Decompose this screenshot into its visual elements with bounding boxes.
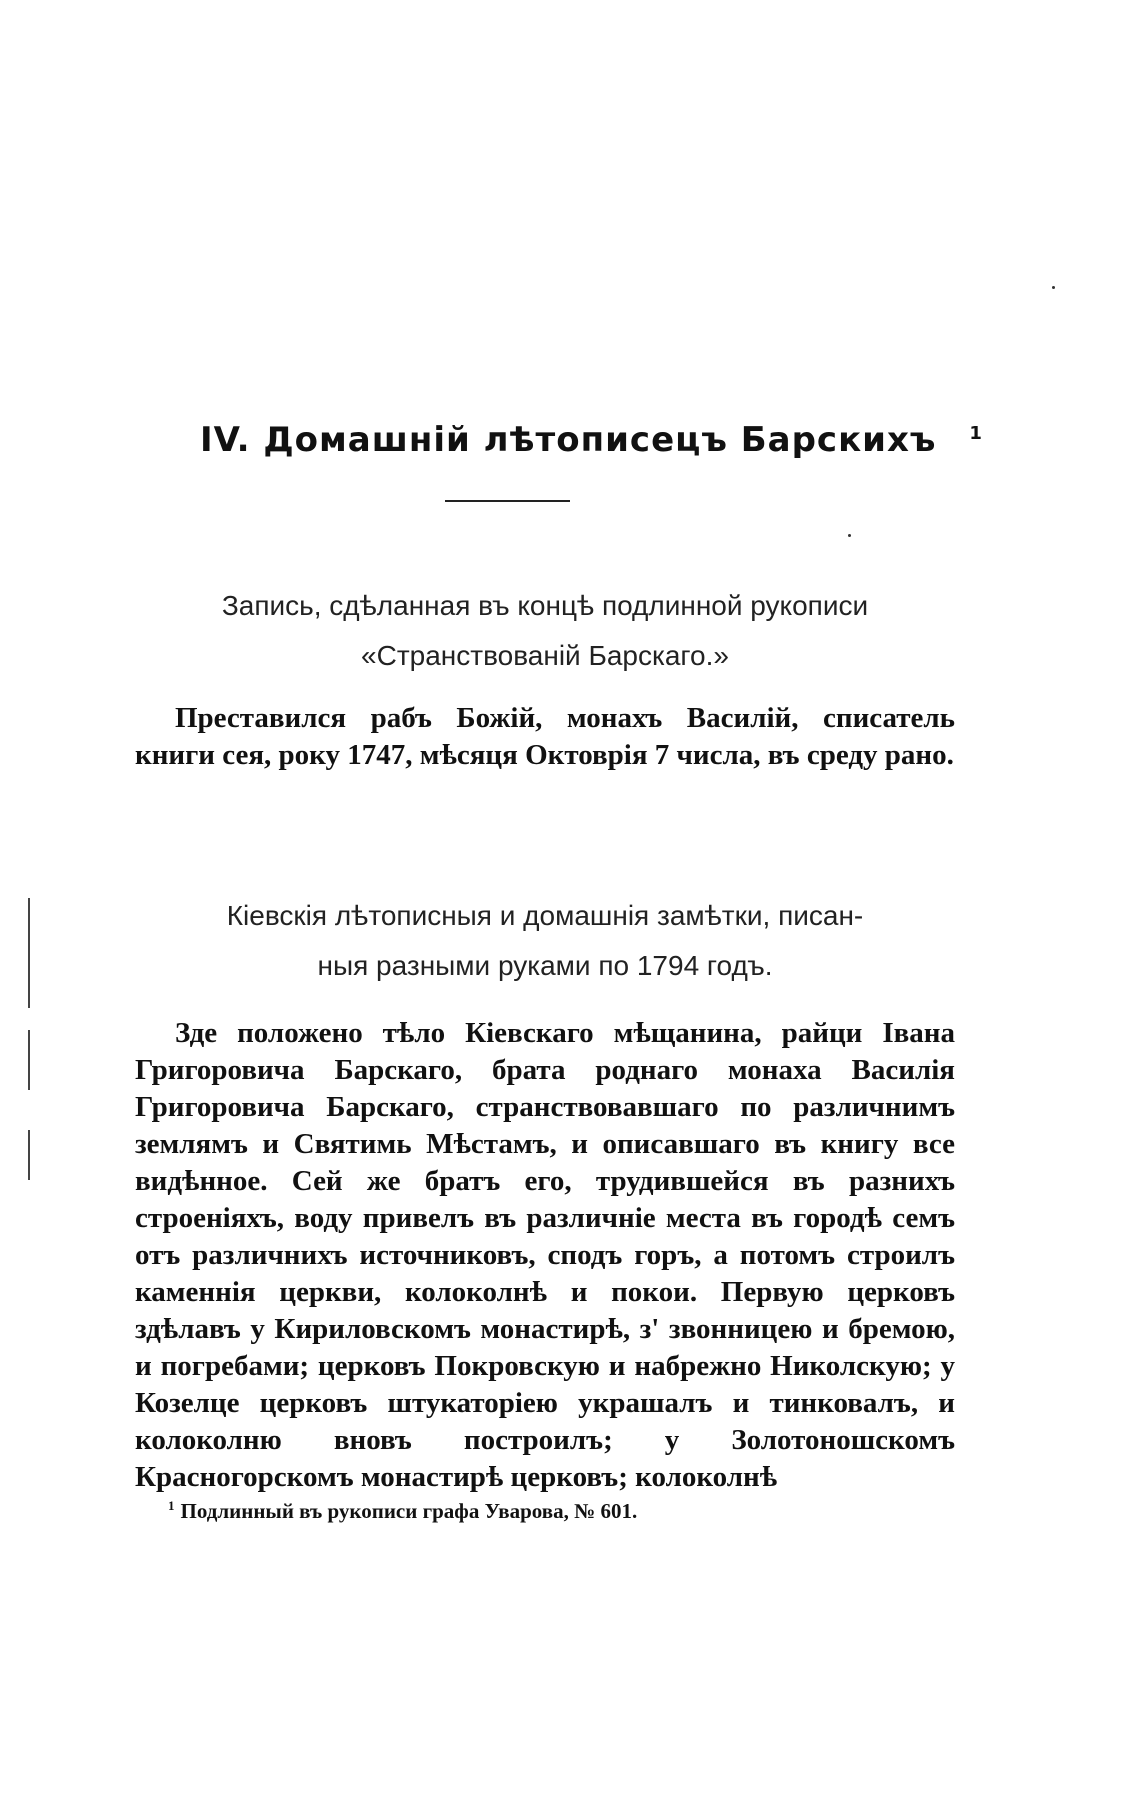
scan-margin-mark	[28, 898, 30, 1008]
footnote	[168, 1498, 637, 1524]
chapter-heading	[200, 420, 983, 460]
heading-footnote-marker: 1	[969, 422, 983, 444]
scan-speck	[1052, 286, 1055, 289]
chapter-numeral: IV.	[200, 420, 251, 460]
scan-margin-mark	[28, 1130, 30, 1180]
section1-subtitle-line2: «Странствованій Барскаго.»	[361, 640, 729, 671]
section1-paragraph: Преставился рабъ Божій, монахъ Василій, списатель книги сея, року 1747, мѣсяця Октоврія 7 числа, въ среду рано.	[135, 702, 955, 771]
section2-subtitle-line1: Кіевскія лѣтописныя и домашнія замѣтки, писан-	[226, 900, 864, 931]
footnote-text: Подлинный въ рукописи графа Уварова, № 601.	[180, 1499, 638, 1523]
scan-margin-mark	[28, 1030, 30, 1090]
scan-speck	[848, 534, 851, 537]
footnote-marker: 1	[168, 1498, 175, 1513]
section1-subtitle-line1: Запись, сдѣланная въ концѣ подлинной рукописи	[221, 590, 869, 621]
section2-subtitle-line2: ныя разными руками по 1794 годъ.	[317, 950, 773, 981]
section2-paragraph: Зде положено тѣло Кіевскаго мѣщанина, райци Івана Григоровича Барскаго, брата роднаго монаха Василія Григоровича Барскаго, странствовавшаго по различнимъ землямъ и Святимь Мѣстамъ, и описавшаго въ книгу все видѣнное. Сей же братъ его, трудившейся въ разнихъ строеніяхъ, воду привелъ въ различніе места въ городѣ семъ отъ различнихъ источниковъ, сподъ горъ, а потомъ строилъ каменнія церкви, колоколнѣ и покои. Первую церковъ здѣлавъ у Кириловскомъ монастирѣ, з' звонницею и бремою, и погребами; церковъ Покровскую и набрежно Николскую; у Козелце церковъ штукаторіею украшалъ и тинковалъ, и колоколню вновъ построилъ; у Золотоношскомъ Красногорскомъ монастирѣ церковъ; колоколнѣ	[135, 1017, 955, 1493]
chapter-title: Домашній лѣтописецъ Барскихъ	[263, 420, 937, 460]
heading-rule	[445, 500, 570, 502]
